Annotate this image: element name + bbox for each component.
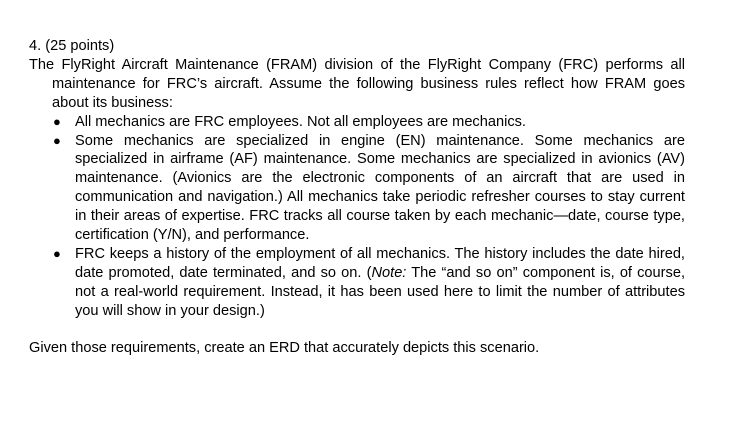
question-heading: 4. (25 points) bbox=[29, 38, 115, 54]
question-instruction: Given those requirements, create an ERD that accurately depicts this scenario. bbox=[29, 339, 540, 356]
business-rule-item bbox=[53, 132, 685, 245]
bullet-icon: ● bbox=[53, 132, 61, 148]
business-rule-text-before: FRC keeps a history of the employment of all mechanics. The history includes the date hired, date promoted, date terminated, and so on. ( bbox=[75, 245, 685, 281]
business-rule-item bbox=[53, 113, 685, 132]
business-rule-text-after: The “and so on” component is, of course, not a real-world requirement. Instead, it has been used here to limit the number of attributes you will show in your design.) bbox=[75, 264, 685, 319]
business-rule-text bbox=[75, 246, 685, 319]
bullet-icon: ● bbox=[53, 113, 61, 129]
question-intro: The FlyRight Aircraft Maintenance (FRAM) division of the FlyRight Company (FRC) performs all maintenance for FRC’s aircraft. Assume the following business rules reflect how FRAM goes about its business: bbox=[29, 56, 685, 111]
business-rule-text: Some mechanics are specialized in engine (EN) maintenance. Some mechanics are specialized in airframe (AF) maintenance. Some mechanics are specialized in avionics (AV) maintenance. (Avionics are the electronic components of an aircraft that are used in communication and navigation.) All mechanics take periodic refresher courses to stay current in their areas of expertise. FRC tracks all course taken by each mechanic—date, course type, certification (Y/N), and performance. bbox=[75, 132, 685, 244]
question-document bbox=[29, 37, 685, 358]
bullet-icon: ● bbox=[53, 245, 61, 261]
note-label: Note: bbox=[371, 264, 407, 281]
business-rule-item bbox=[53, 245, 685, 321]
business-rule-text: All mechanics are FRC employees. Not all employees are mechanics. bbox=[75, 113, 526, 130]
business-rules-list bbox=[29, 113, 685, 321]
